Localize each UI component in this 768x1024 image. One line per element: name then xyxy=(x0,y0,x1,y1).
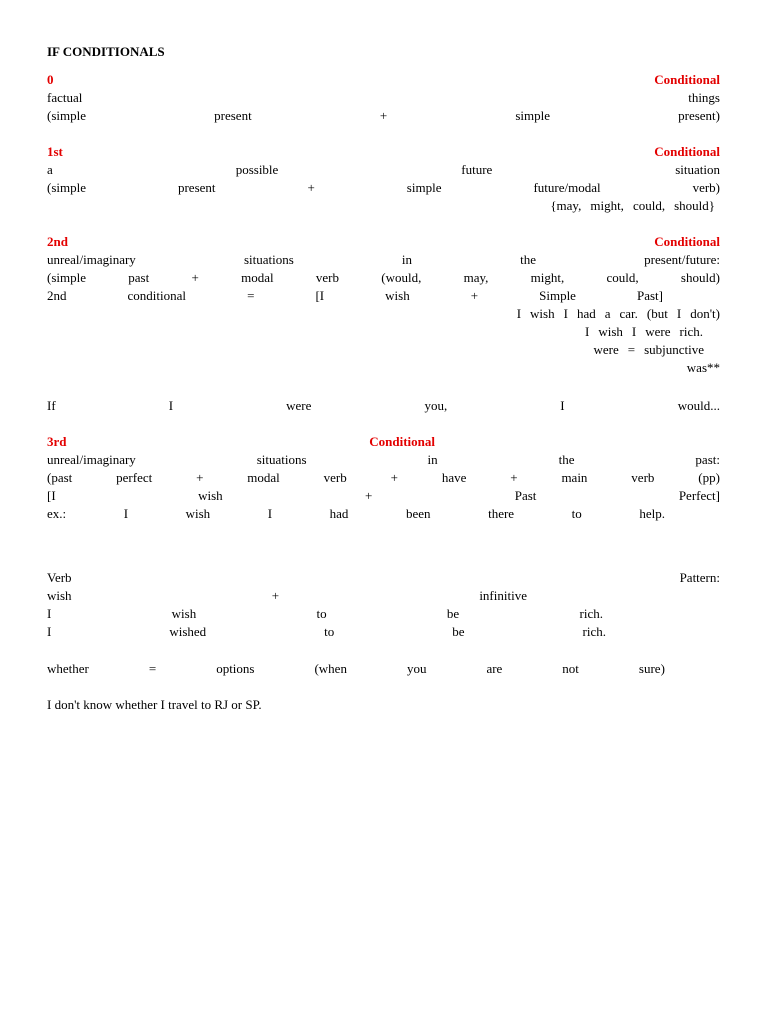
word: wish xyxy=(185,506,211,521)
word: present/future: xyxy=(644,252,720,267)
word: rich. xyxy=(582,624,606,639)
whether-example: I don't know whether I travel to RJ or SP. xyxy=(47,697,262,712)
word: + xyxy=(365,488,373,503)
word: present xyxy=(177,180,216,195)
second-conditional-example-2 xyxy=(47,323,703,341)
word: you, xyxy=(424,398,448,413)
verb-pattern-line-1 xyxy=(47,587,527,605)
word: (but xyxy=(646,306,668,321)
whether-definition xyxy=(47,660,665,678)
word: future xyxy=(461,162,493,177)
first-conditional-heading xyxy=(47,143,720,161)
word: {may, xyxy=(550,198,582,213)
word: might, xyxy=(530,270,565,285)
word: ex.: xyxy=(47,506,67,521)
word: + xyxy=(510,470,518,485)
word: unreal/imaginary xyxy=(47,452,136,467)
first-conditional-line-2 xyxy=(47,179,720,197)
word: 2nd xyxy=(47,288,67,303)
word: (past xyxy=(47,470,73,485)
second-conditional-line-2 xyxy=(47,269,720,287)
word: you xyxy=(406,661,427,676)
word: wish xyxy=(47,588,72,603)
word: simple xyxy=(515,108,550,123)
word: I xyxy=(676,306,682,321)
word: infinitive xyxy=(479,588,527,603)
word: there xyxy=(488,506,515,521)
word: a xyxy=(47,162,53,177)
word: 1st xyxy=(47,144,63,159)
word: Past xyxy=(514,488,537,503)
word: Simple xyxy=(539,288,576,303)
word: If xyxy=(47,398,56,413)
word: I xyxy=(47,624,52,639)
word: in xyxy=(401,252,413,267)
third-conditional-line-1 xyxy=(47,451,720,469)
word: verb xyxy=(323,470,347,485)
word: were xyxy=(286,398,312,413)
word: wish xyxy=(598,324,623,339)
word: verb xyxy=(631,470,655,485)
word: would... xyxy=(677,398,720,413)
word: + xyxy=(307,180,315,195)
word: modal xyxy=(247,470,280,485)
word: should} xyxy=(674,198,715,213)
word: had xyxy=(576,306,596,321)
word: been xyxy=(405,506,431,521)
word: were xyxy=(645,324,671,339)
word: wished xyxy=(169,624,207,639)
word: car. xyxy=(619,306,638,321)
first-conditional-line-1 xyxy=(47,161,720,179)
word: I xyxy=(516,306,522,321)
word: past xyxy=(128,270,150,285)
word: [I xyxy=(315,288,325,303)
word: not xyxy=(562,661,579,676)
word: Perfect] xyxy=(678,488,720,503)
word: Conditional xyxy=(654,72,720,87)
zero-conditional-heading xyxy=(47,71,720,89)
first-conditional-modals-note xyxy=(47,197,715,215)
word: = xyxy=(627,342,636,357)
word: sure) xyxy=(638,661,665,676)
word: + xyxy=(196,470,204,485)
zero-conditional-line-1 xyxy=(47,89,720,107)
word: modal xyxy=(241,270,274,285)
word: I xyxy=(267,506,273,521)
word: are xyxy=(486,661,503,676)
word: (when xyxy=(314,661,347,676)
third-conditional-line-2 xyxy=(47,469,720,487)
word: wish xyxy=(171,606,197,621)
word: unreal/imaginary xyxy=(47,252,136,267)
word: 0 xyxy=(47,72,54,87)
second-conditional-example-3 xyxy=(47,341,704,359)
word: verb) xyxy=(692,180,720,195)
word: help. xyxy=(639,506,665,521)
word: (pp) xyxy=(698,470,720,485)
word: the xyxy=(520,252,537,267)
word: 3rd xyxy=(47,434,67,449)
word: = xyxy=(247,288,255,303)
word: may, xyxy=(463,270,489,285)
word: might, xyxy=(590,198,624,213)
zero-conditional-line-2 xyxy=(47,107,720,125)
word: verb xyxy=(315,270,339,285)
word: present) xyxy=(678,108,720,123)
word: 2nd xyxy=(47,234,68,249)
word: should) xyxy=(680,270,720,285)
word: could, xyxy=(606,270,639,285)
verb-pattern-example-1 xyxy=(47,605,603,623)
word: be xyxy=(446,606,460,621)
word: I xyxy=(47,606,52,621)
word: = xyxy=(148,661,157,676)
second-conditional-example-4 xyxy=(47,359,720,377)
word: wish xyxy=(385,288,410,303)
word: (would, xyxy=(381,270,422,285)
word: the xyxy=(558,452,575,467)
word: to xyxy=(316,606,327,621)
word: possible xyxy=(235,162,279,177)
word: don't) xyxy=(690,306,720,321)
word: whether xyxy=(47,661,89,676)
word: (simple xyxy=(47,180,86,195)
word: I xyxy=(123,506,129,521)
word: present xyxy=(214,108,252,123)
word: situations xyxy=(256,452,307,467)
word: + xyxy=(379,108,388,123)
word: I xyxy=(168,398,174,413)
word: + xyxy=(271,588,280,603)
word: options xyxy=(216,661,255,676)
word: factual xyxy=(47,90,83,105)
word: Conditional xyxy=(654,234,720,249)
word: Conditional xyxy=(369,434,435,449)
word: [I xyxy=(47,488,56,503)
word: had xyxy=(329,506,349,521)
word: wish xyxy=(198,488,223,503)
third-conditional-line-3 xyxy=(47,487,720,505)
word: past: xyxy=(695,452,720,467)
word: situations xyxy=(243,252,294,267)
document-title: IF CONDITIONALS xyxy=(47,44,165,59)
word: to xyxy=(571,506,582,521)
word: be xyxy=(452,624,465,639)
third-conditional-example xyxy=(47,505,665,523)
word: I xyxy=(563,306,568,321)
word: I xyxy=(631,324,637,339)
word: conditional xyxy=(127,288,187,303)
word: subjunctive xyxy=(644,342,704,357)
word: Verb xyxy=(47,570,72,585)
word: main xyxy=(561,470,588,485)
word: rich. xyxy=(579,606,603,621)
word: I xyxy=(585,324,590,339)
word: Conditional xyxy=(654,144,720,159)
word: was** xyxy=(686,360,720,375)
second-conditional-example-1 xyxy=(47,305,720,323)
word: in xyxy=(427,452,438,467)
word: a xyxy=(604,306,611,321)
word: situation xyxy=(675,162,720,177)
word: could, xyxy=(632,198,666,213)
word: + xyxy=(470,288,479,303)
word: I xyxy=(560,398,565,413)
second-conditional-line-1 xyxy=(47,251,720,269)
second-conditional-if-line xyxy=(47,397,720,415)
word: (simple xyxy=(47,108,86,123)
word: (simple xyxy=(47,270,86,285)
second-conditional-line-3 xyxy=(47,287,663,305)
verb-pattern-heading xyxy=(47,569,720,587)
word: were xyxy=(593,342,619,357)
word: things xyxy=(688,90,720,105)
word: future/modal xyxy=(533,180,601,195)
word: have xyxy=(441,470,467,485)
word: wish xyxy=(530,306,555,321)
word: Pattern: xyxy=(679,570,720,585)
word: simple xyxy=(406,180,442,195)
word: + xyxy=(390,470,398,485)
word: rich. xyxy=(679,324,703,339)
third-conditional-heading xyxy=(47,433,435,451)
word: to xyxy=(324,624,335,639)
word: + xyxy=(191,270,199,285)
word: perfect xyxy=(116,470,153,485)
word: Past] xyxy=(636,288,663,303)
second-conditional-heading xyxy=(47,233,720,251)
verb-pattern-example-2 xyxy=(47,623,606,641)
